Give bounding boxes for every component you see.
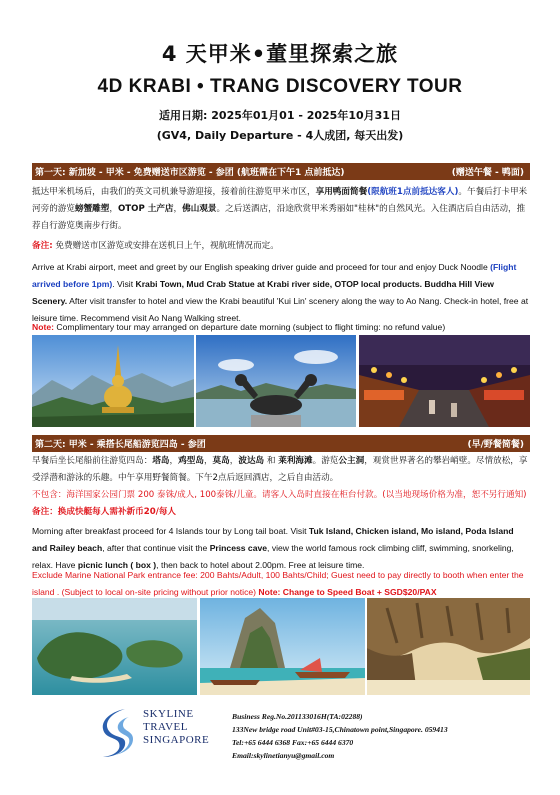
day1-chinese-note: 备注: 免费赠送市区游览或安排在送机日上午，视航班情况而定。 xyxy=(32,241,279,251)
photo-longtail-boats xyxy=(200,598,365,695)
photo-buddha-hill xyxy=(32,335,194,427)
photo-princess-cave xyxy=(367,598,530,695)
photo-walking-street xyxy=(359,335,530,427)
day2-chinese-note: 备注：换成快艇每人需补新币20/每人 xyxy=(32,507,177,517)
business-reg: Business Reg.No.201133016H(TA:02288) xyxy=(232,712,363,721)
photo-island-aerial xyxy=(32,598,197,695)
day2-english-exclusion: Exclude Marine National Park entrance fee: 200 Bahts/Adult, 100 Bahts/Child; Guest need to pay directly to booth when enter the island . (Subject to local on-site pricing without prior notice) Note: Change to Speed Boat + SGD$20/PAX xyxy=(32,570,524,597)
company-logo-text: SKYLINE TRAVEL SINGAPORE xyxy=(143,708,210,746)
title-english: 4D KRABI • TRANG DISCOVERY TOUR xyxy=(97,76,463,97)
departure-info: (GV4, Daily Departure - 4人成团, 每天出发) xyxy=(156,129,404,142)
day2-english-description: Morning after breakfast proceed for 4 Islands tour by Long tail boat. Visit Tuk Island, Chicken island, Mo island, Poda Island and Railey beach, after that continue visit the Princess cave, view the world famous rock climbing cliff, swimming, snorkeling, relax. Have picnic lunch ( box ), then back to hotel about 2.00pm. Free at leisure time. xyxy=(32,526,514,570)
photo-crab-statue xyxy=(196,335,356,427)
day1-chinese-description: 抵达甲米机场后，由我们的英文司机兼导游迎接，接着前往游览甲米市区，享用鸭面简餐(限航班1点前抵达客人)。午餐后打卡甲米河旁的游览螃蟹雕塑，OTOP 土产店，佛山观景。之后送酒店，沿途欣赏甲米秀丽如"桂林"的自然风光。入住酒店后自由活动，推荐自行游览奥南步行街。 xyxy=(32,187,528,231)
validity-dates: 适用日期: 2025年01月01 - 2025年10月31日 xyxy=(159,109,401,122)
phone-fax: Tel:+65 6444 6368 Fax:+65 6444 6370 xyxy=(232,738,354,747)
day2-header-bar xyxy=(32,435,530,452)
day1-english-description: Arrive at Krabi airport, meet and greet by our English speaking driver guide and proceed for tour and enjoy Duck Noodle (Flight arrived before 1pm). Visit Krabi Town, Mud Crab Statue at Krabi river side, OTOP local products. Buddha Hill View Scenery. After visit transfer to hotel and view the Krabi beautiful 'Kui Lin' scenery along the way to Ao Nang. Check-in hotel, free at leisure time. Recommend visit Ao Nang Walking street. xyxy=(32,262,529,323)
title-chinese: 4 天甲米•董里探索之旅 xyxy=(161,42,399,66)
company-contact-info xyxy=(232,710,448,762)
skyline-logo-icon xyxy=(95,705,135,761)
day2-chinese-exclusion: 不包含：海洋国家公园门票 200 泰铢/成人, 100泰铢/儿童。请客人入岛时直接在柜台付款。(以当地现场价格为准，恕不另行通知) xyxy=(32,490,527,500)
day1-header-bar xyxy=(32,163,530,180)
day1-english-note: Note: Complimentary tour may arranged on departure date morning (subject to flight timing: no refund value) xyxy=(32,322,446,332)
day2-chinese-description: 早餐后坐长尾船前往游览四岛：塔岛，鸡型岛，莫岛，波达岛 和 莱利海滩。游览公主洞，观赏世界著名的攀岩峭壁。尽情放松，享受浮潜和游泳的乐趣。中午享用野餐简餐。下午2点后返回酒店，之后自由活动。 xyxy=(32,456,528,483)
email-address: Email:skylinetianyu@gmail.com xyxy=(232,751,335,760)
day1-route: 第一天: 新加坡 - 甲米 - 免费赠送市区游览 - 参团 (航班需在下午1 点前抵达) xyxy=(35,168,345,178)
company-address: 133New bridge road Unit#03-15,Chinatown point,Singapore. 059413 xyxy=(232,725,448,734)
day2-route: 第二天: 甲米 - 乘搭长尾船游览四岛 - 参团 xyxy=(35,440,206,450)
day2-meals: (早/野餐简餐) xyxy=(467,440,524,450)
day1-meals: (赠送午餐 - 鸭面) xyxy=(451,168,524,178)
